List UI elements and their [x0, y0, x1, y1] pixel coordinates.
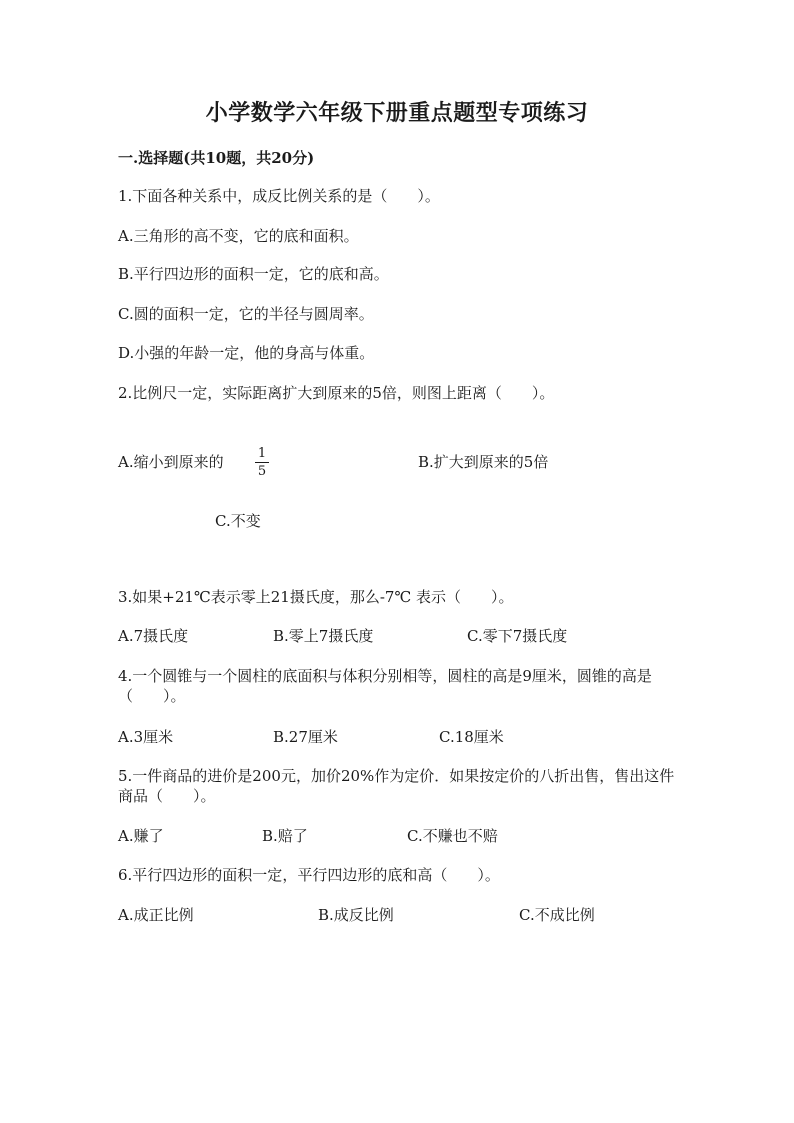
fraction-one-fifth	[255, 446, 269, 479]
section-heading: 一.选择题(共10题，共20分)	[118, 149, 315, 167]
question-5-option-b[interactable]: B.赔了	[262, 827, 308, 845]
question-6-option-a[interactable]: A.成正比例	[118, 906, 194, 924]
question-2-stem: 2.比例尺一定，实际距离扩大到原来的5倍，则图上距离（ ）。	[118, 384, 555, 402]
question-5-stem: 5.一件商品的进价是200元，加价20%作为定价．如果按定价的八折出售，售出这件商品（ ）。	[118, 767, 675, 805]
question-2-option-c[interactable]: C.不变	[215, 512, 261, 530]
fraction-denominator: 5	[257, 464, 267, 479]
question-6-option-b[interactable]: B.成反比例	[318, 906, 394, 924]
question-1-option-d[interactable]: D.小强的年龄一定，他的身高与体重。	[118, 344, 375, 362]
question-1-stem: 1.下面各种关系中，成反比例关系的是（ ）。	[118, 187, 440, 205]
question-3-option-b[interactable]: B.零上7摄氏度	[273, 627, 374, 645]
question-4-option-c[interactable]: C.18厘米	[439, 728, 504, 746]
page-title: 小学数学六年级下册重点题型专项练习	[205, 100, 589, 126]
question-3-option-c[interactable]: C.零下7摄氏度	[467, 627, 568, 645]
question-3-stem: 3.如果+21℃表示零上21摄氏度，那么-7℃ 表示（ ）。	[118, 588, 514, 606]
question-4-option-a[interactable]: A.3厘米	[118, 728, 174, 746]
question-4-stem: 4.一个圆锥与一个圆柱的底面积与体积分别相等，圆柱的高是9厘米，圆锥的高是（ ）。	[118, 667, 652, 705]
question-2-option-b[interactable]: B.扩大到原来的5倍	[418, 453, 549, 471]
question-2-option-a[interactable]: A.缩小到原来的	[118, 453, 224, 471]
question-1-option-c[interactable]: C.圆的面积一定，它的半径与圆周率。	[118, 305, 374, 323]
question-1-option-b[interactable]: B.平行四边形的面积一定，它的底和高。	[118, 265, 389, 283]
question-6-stem: 6.平行四边形的面积一定，平行四边形的底和高（ ）。	[118, 866, 500, 884]
fraction-bar	[255, 462, 269, 463]
question-4-option-b[interactable]: B.27厘米	[273, 728, 338, 746]
question-1-option-a[interactable]: A.三角形的高不变，它的底和面积。	[118, 227, 359, 245]
fraction-numerator: 1	[257, 446, 267, 461]
question-6-option-c[interactable]: C.不成比例	[519, 906, 595, 924]
question-3-option-a[interactable]: A.7摄氏度	[118, 627, 189, 645]
question-5-option-a[interactable]: A.赚了	[118, 827, 164, 845]
question-5-option-c[interactable]: C.不赚也不赔	[407, 827, 498, 845]
